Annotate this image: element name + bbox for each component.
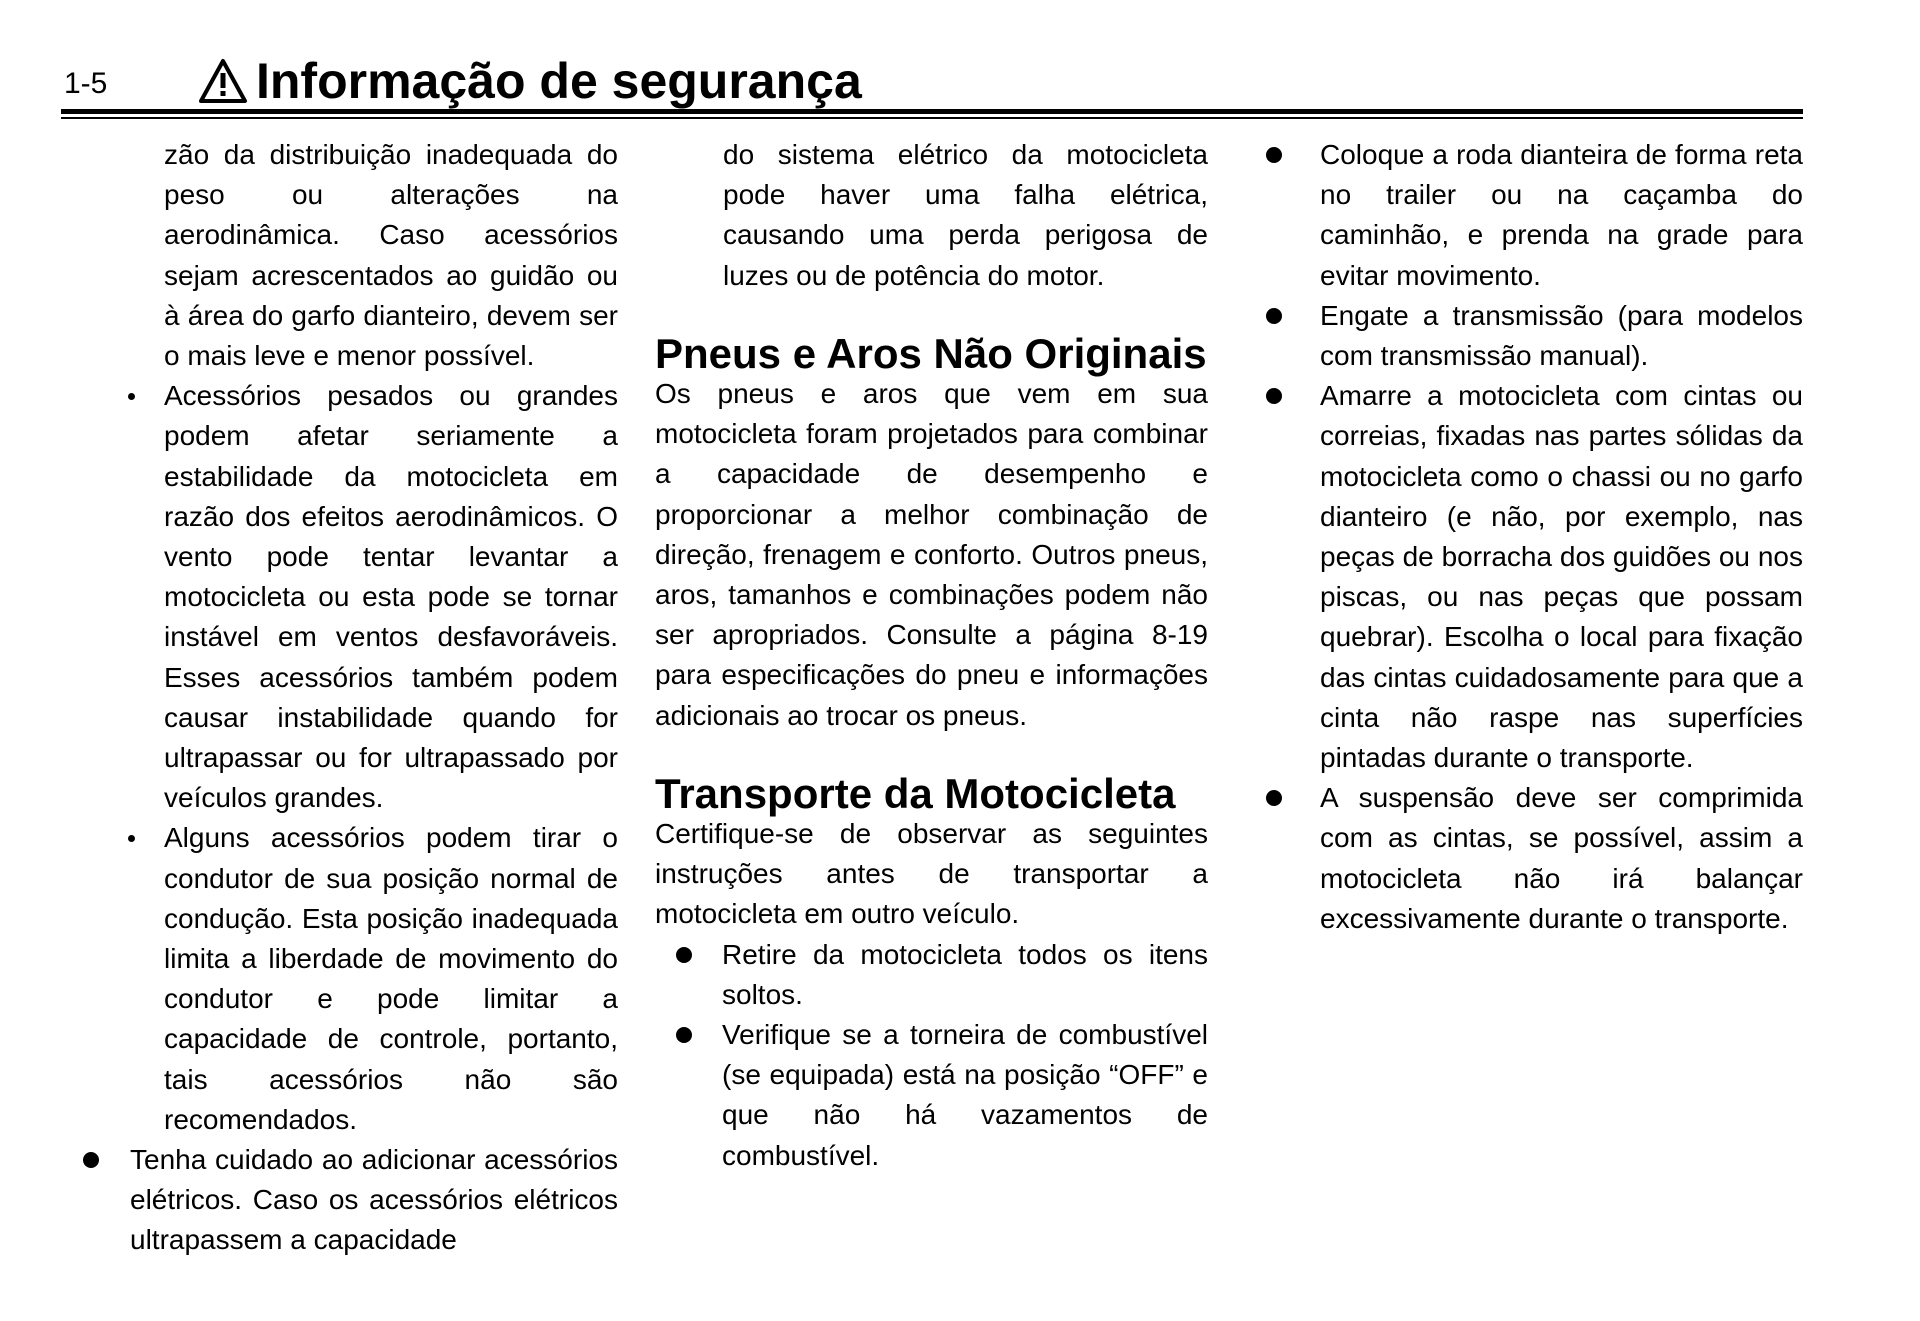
transport-bullet-text: Engate a transmissão (para modelos com transmissão manual).: [1320, 299, 1803, 372]
bullet-dot-icon: [676, 1027, 692, 1043]
transport-bullet-text: Coloque a roda dianteira de forma reta no trailer ou na caçamba do caminhão, e prenda na grade para evitar movimento.: [1320, 139, 1803, 291]
section-heading-transport: Transporte da Motocicleta: [655, 769, 1176, 817]
continued-paragraph: do sistema elétrico da motocicleta pode haver uma falha elétrica, causando uma perda perigosa de luzes ou de potência do motor.: [723, 139, 1208, 291]
sub-bullet-text: Alguns acessórios podem tirar o condutor de sua posição normal de condução. Esta posição inadequada limita a liberdade de movimento do condutor e pode limitar a capacidade de controle, portanto, tais acessórios não são recomendados.: [164, 822, 618, 1135]
header-rule-thick: [61, 109, 1803, 114]
transport-bullet-item: [655, 1015, 1208, 1176]
spacer: [655, 736, 1208, 774]
spacer: [655, 296, 1208, 334]
transport-bullet-text: Amarre a motocicleta com cintas ou correias, fixadas nas partes sólidas da motocicleta como o chassi ou no garfo dianteiro (e não, por exemplo, nas peças de borracha dos guidões ou nos piscas, ou nas peças que possam quebrar). Escolha o local para fixação das cintas cuidadosamente para que a cinta não raspe nas superfícies pintadas durante o transporte.: [1320, 380, 1803, 774]
transport-bullet-item: [1265, 376, 1803, 778]
bullet-dot-icon: [1266, 147, 1282, 163]
bullet-dot-icon: [1266, 790, 1282, 806]
sub-bullet-text: Acessórios pesados ou grandes podem afetar seriamente a estabilidade da motocicleta em razão dos efeitos aerodinâmicos. O vento pode tentar levantar a motocicleta ou esta pode se tornar instável em ventos desfavoráveis. Esses acessórios também podem causar instabilidade quando for ultrapassar ou for ultrapassado por veículos grandes.: [164, 380, 618, 814]
bullet-dot-icon: [1266, 388, 1282, 404]
page-title: Informação de segurança: [256, 53, 862, 109]
page-header: [0, 0, 1920, 125]
transport-bullet-item: [1265, 778, 1803, 939]
column-3: [1265, 135, 1803, 939]
page-number: 1-5: [64, 67, 108, 100]
sub-bullet-item: [164, 818, 618, 1140]
sub-bullet-item: [164, 376, 618, 818]
header-rule-thin: [61, 117, 1803, 119]
bullet-dot-icon: [1266, 308, 1282, 324]
transport-bullet-item: [1265, 296, 1803, 376]
continued-paragraph: zão da distribuição inadequada do peso ou alterações na aerodinâmica. Caso acessórios sejam acrescentados ao guidão ou à área do garfo dianteiro, devem ser o mais leve e menor possível.: [164, 139, 618, 372]
warning-triangle-icon: [198, 58, 248, 104]
main-bullet-text: Tenha cuidado ao adicionar acessórios elétricos. Caso os acessórios elétricos ultrapassem a capacidade: [130, 1144, 618, 1256]
transport-paragraph: Certifique-se de observar as seguintes instruções antes de transportar a motocicleta em outro veículo.: [655, 818, 1208, 930]
transport-bullet-text: Retire da motocicleta todos os itens soltos.: [722, 938, 1208, 1010]
title-group: [198, 50, 862, 112]
main-bullet-item: [130, 1140, 618, 1261]
column-2: [655, 135, 1208, 1176]
sub-bullet-continuation: [130, 135, 618, 1140]
bullet-dot-icon: [83, 1152, 99, 1168]
column-1: [130, 135, 618, 1261]
continued-block: [655, 135, 1208, 296]
bullet-dot-icon: [128, 835, 135, 842]
transport-bullet-text: A suspensão deve ser comprimida com as cintas, se possível, assim a motocicleta não irá balançar excessivamente durante o transporte.: [1320, 782, 1803, 934]
bullet-dot-icon: [676, 947, 692, 963]
transport-bullet-item: [655, 935, 1208, 1015]
section-heading-tires: Pneus e Aros Não Originais: [655, 329, 1207, 377]
transport-bullet-text: Verifique se a torneira de combustível (se equipada) está na posição “OFF” e que não há vazamentos de combustível.: [722, 1019, 1208, 1171]
bullet-dot-icon: [128, 393, 135, 400]
tires-paragraph: Os pneus e aros que vem em sua motocicleta foram projetados para combinar a capacidade de desempenho e proporcionar a melhor combinação de direção, frenagem e conforto. Outros pneus, aros, tamanhos e combinações podem não ser apropriados. Consulte a página 8-19 para especificações do pneu e informações adicionais ao trocar os pneus.: [655, 378, 1208, 731]
transport-bullet-item: [1265, 135, 1803, 296]
